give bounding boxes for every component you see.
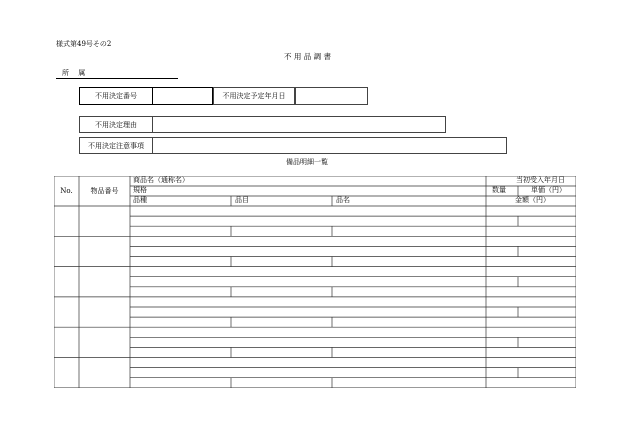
header-category: 品目	[235, 196, 249, 204]
table-title: 備品明細一覧	[286, 158, 328, 166]
header-name: 品名	[336, 196, 350, 204]
planned-date-input[interactable]	[295, 87, 368, 105]
header-amount: 金額（円）	[515, 196, 550, 204]
decision-no-input[interactable]	[152, 87, 213, 105]
reason-input[interactable]	[152, 116, 446, 133]
notes-label-box	[79, 137, 153, 154]
page-title: 不 用 品 調 書	[284, 52, 332, 61]
affiliation-underline	[56, 78, 178, 79]
header-quantity: 数量	[492, 186, 506, 194]
planned-date-label: 不用決定予定年月日	[222, 92, 286, 100]
affiliation-label: 所 属	[62, 69, 86, 77]
header-item-no: 物品番号	[90, 187, 119, 195]
decision-no-label-box	[79, 87, 153, 105]
notes-input[interactable]	[152, 137, 507, 154]
header-spec: 規格	[133, 186, 147, 194]
detail-table-grid	[54, 176, 576, 388]
header-acquired-date: 当初受入年月日	[516, 176, 565, 184]
decision-no-label: 不用決定番号	[95, 92, 137, 100]
notes-label: 不用決定注意事項	[88, 141, 144, 150]
header-unit-price: 単価（円）	[531, 186, 566, 194]
header-no: No.	[60, 187, 73, 195]
reason-label: 不用決定理由	[95, 120, 137, 129]
header-kind: 品種	[133, 196, 147, 204]
form-number: 様式第49号その2	[56, 40, 112, 48]
header-product-name: 商品名（通称名）	[133, 176, 189, 184]
reason-label-box	[79, 116, 153, 133]
planned-date-label-box	[213, 87, 295, 105]
